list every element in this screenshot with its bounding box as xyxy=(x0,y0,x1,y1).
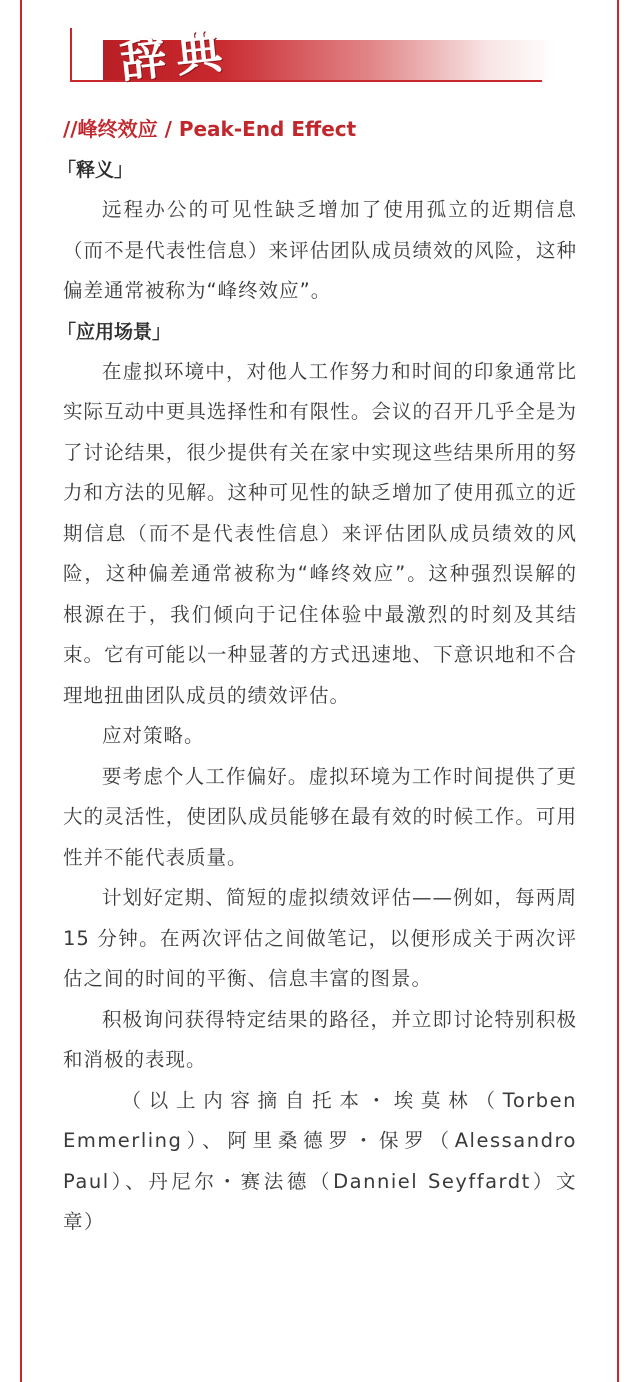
application-paragraph: 在虚拟环境中，对他人工作努力和时间的印象通常比实际互动中更具选择性和有限性。会议的召开几乎全是为了讨论结果，很少提供有关在家中实现这些结果所用的努力和方法的见解。这种可见性的缺乏增加了使用孤立的近期信息（而不是代表性信息）来评估团队成员绩效的风险，这种偏差通常被称为“峰终效应”。这种强烈误解的根源在于，我们倾向于记住体验中最激烈的时刻及其结束。它有可能以一种显著的方式迅速地、下意识地和不合理地扭曲团队成员的绩效评估。 xyxy=(63,359,577,707)
strategy-heading: 应对策略。 xyxy=(102,724,205,747)
strategy-paragraph-2: 计划好定期、简短的虚拟绩效评估——例如，每两周 15 分钟。在两次评估之间做笔记，以便形成关于两次评估之间的时间的平衡、信息丰富的图景。 xyxy=(63,886,577,990)
strategy-paragraph-3: 积极询问获得特定结果的路径，并立即讨论特别积极和消极的表现。 xyxy=(63,1007,577,1071)
header-title: 辞典 xyxy=(117,23,235,89)
application-label: 「应用场景」 xyxy=(57,320,172,343)
entry-content xyxy=(57,112,577,1243)
citation-paragraph: （以上内容摘自托本・埃莫林（Torben Emmerling）、阿里桑德罗・保罗（Alessandro Paul）、丹尼尔・赛法德（Danniel Seyffardt）文章） xyxy=(63,1088,577,1233)
entry-title: //峰终效应 / Peak-End Effect xyxy=(63,117,357,141)
definition-paragraph: 远程办公的可见性缺乏增加了使用孤立的近期信息（而不是代表性信息）来评估团队成员绩效的风险，这种偏差通常被称为“峰终效应”。 xyxy=(63,198,577,302)
definition-label: 「释义」 xyxy=(57,159,134,181)
strategy-paragraph-1: 要考虑个人工作偏好。虚拟环境为工作时间提供了更大的灵活性，使团队成员能够在最有效的时候工作。可用性并不能代表质量。 xyxy=(63,764,577,869)
left-frame-line xyxy=(20,0,22,1382)
right-frame-line xyxy=(617,0,619,1382)
